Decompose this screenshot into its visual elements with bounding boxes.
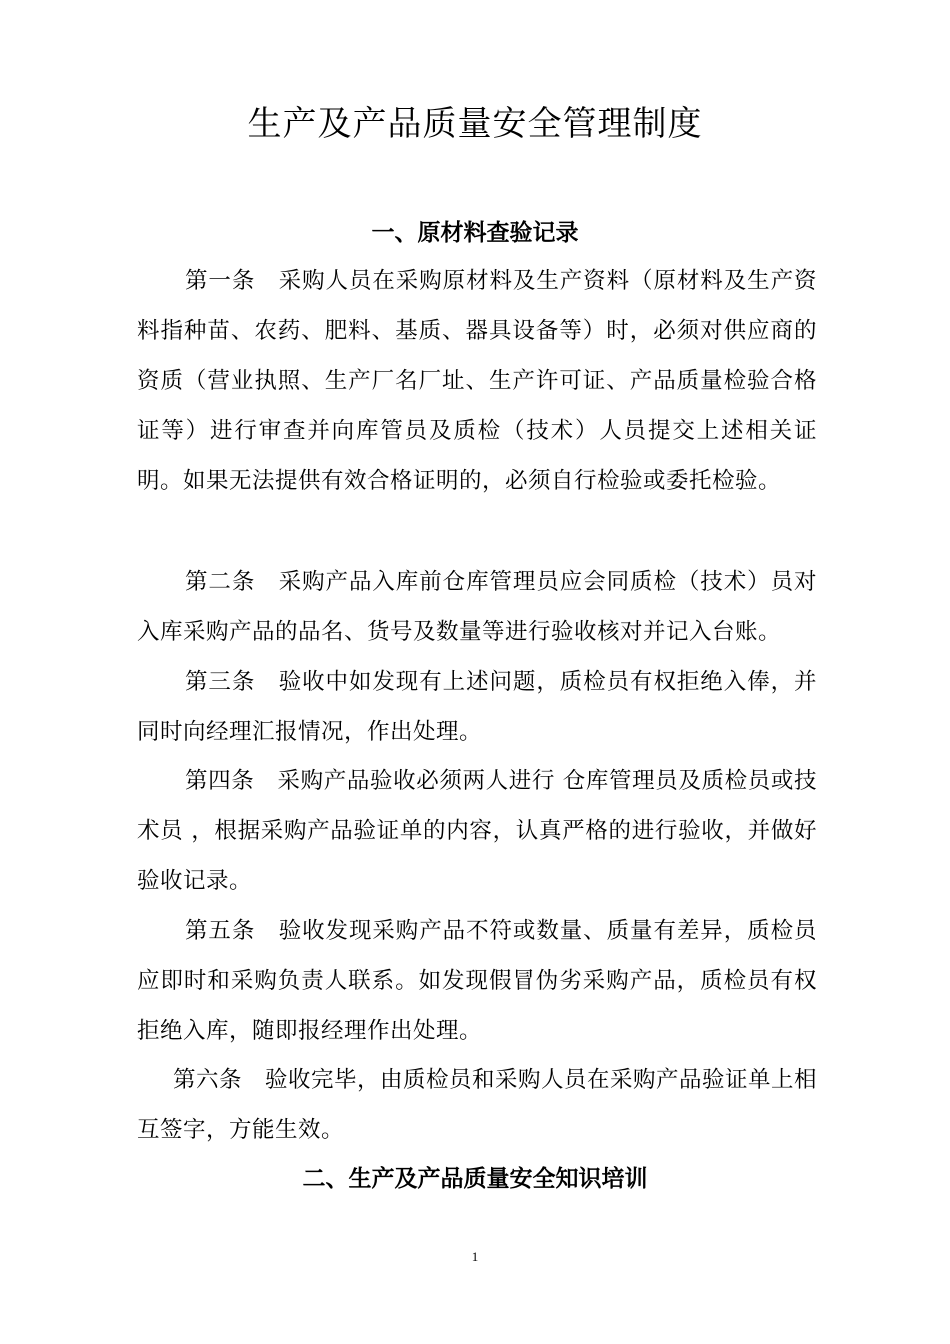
- section-heading-raw-material-inspection: 一、原材料查验记录: [371, 220, 579, 246]
- section-heading-safety-training: 二、生产及产品质量安全知识培训: [302, 1166, 648, 1192]
- article-5: 第五条 验收发现采购产品不符或数量、质量有差异，质检员应即时和采购负责人联系。如发现假冒伪劣采购产品，质检员有权拒绝入库，随即报经理作出处理。: [137, 918, 817, 1044]
- article-3: 第三条 验收中如发现有上述问题，质检员有权拒绝入俸，并同时向经理汇报情况，作出处理。: [137, 669, 817, 745]
- article-2: 第二条 采购产品入库前仓库管理员应会同质检（技术）员对入库采购产品的品名、货号及数量等进行验收核对并记入台账。: [137, 569, 817, 645]
- article-1: 第一条 采购人员在采购原材料及生产资料（原材料及生产资料指种苗、农药、肥料、基质、器具设备等）时，必须对供应商的资质（营业执照、生产厂名厂址、生产许可证、产品质量检验合格证等）进行审查并向库管员及质检（技术）人员提交上述相关证明。如果无法提供有效合格证明的，必须自行检验或委托检验。: [137, 268, 817, 494]
- document-title: 生产及产品质量安全管理制度: [247, 104, 703, 144]
- article-6: 第六条 验收完毕，由质检员和采购人员在采购产品验证单上相互签字，方能生效。: [137, 1067, 818, 1143]
- article-4: 第四条 采购产品验收必须两人进行 仓库管理员及质检员或技术员 ，根据采购产品验证单的内容，认真严格的进行验收，并做好验收记录。: [137, 768, 817, 894]
- page-number: 1: [471, 1249, 479, 1264]
